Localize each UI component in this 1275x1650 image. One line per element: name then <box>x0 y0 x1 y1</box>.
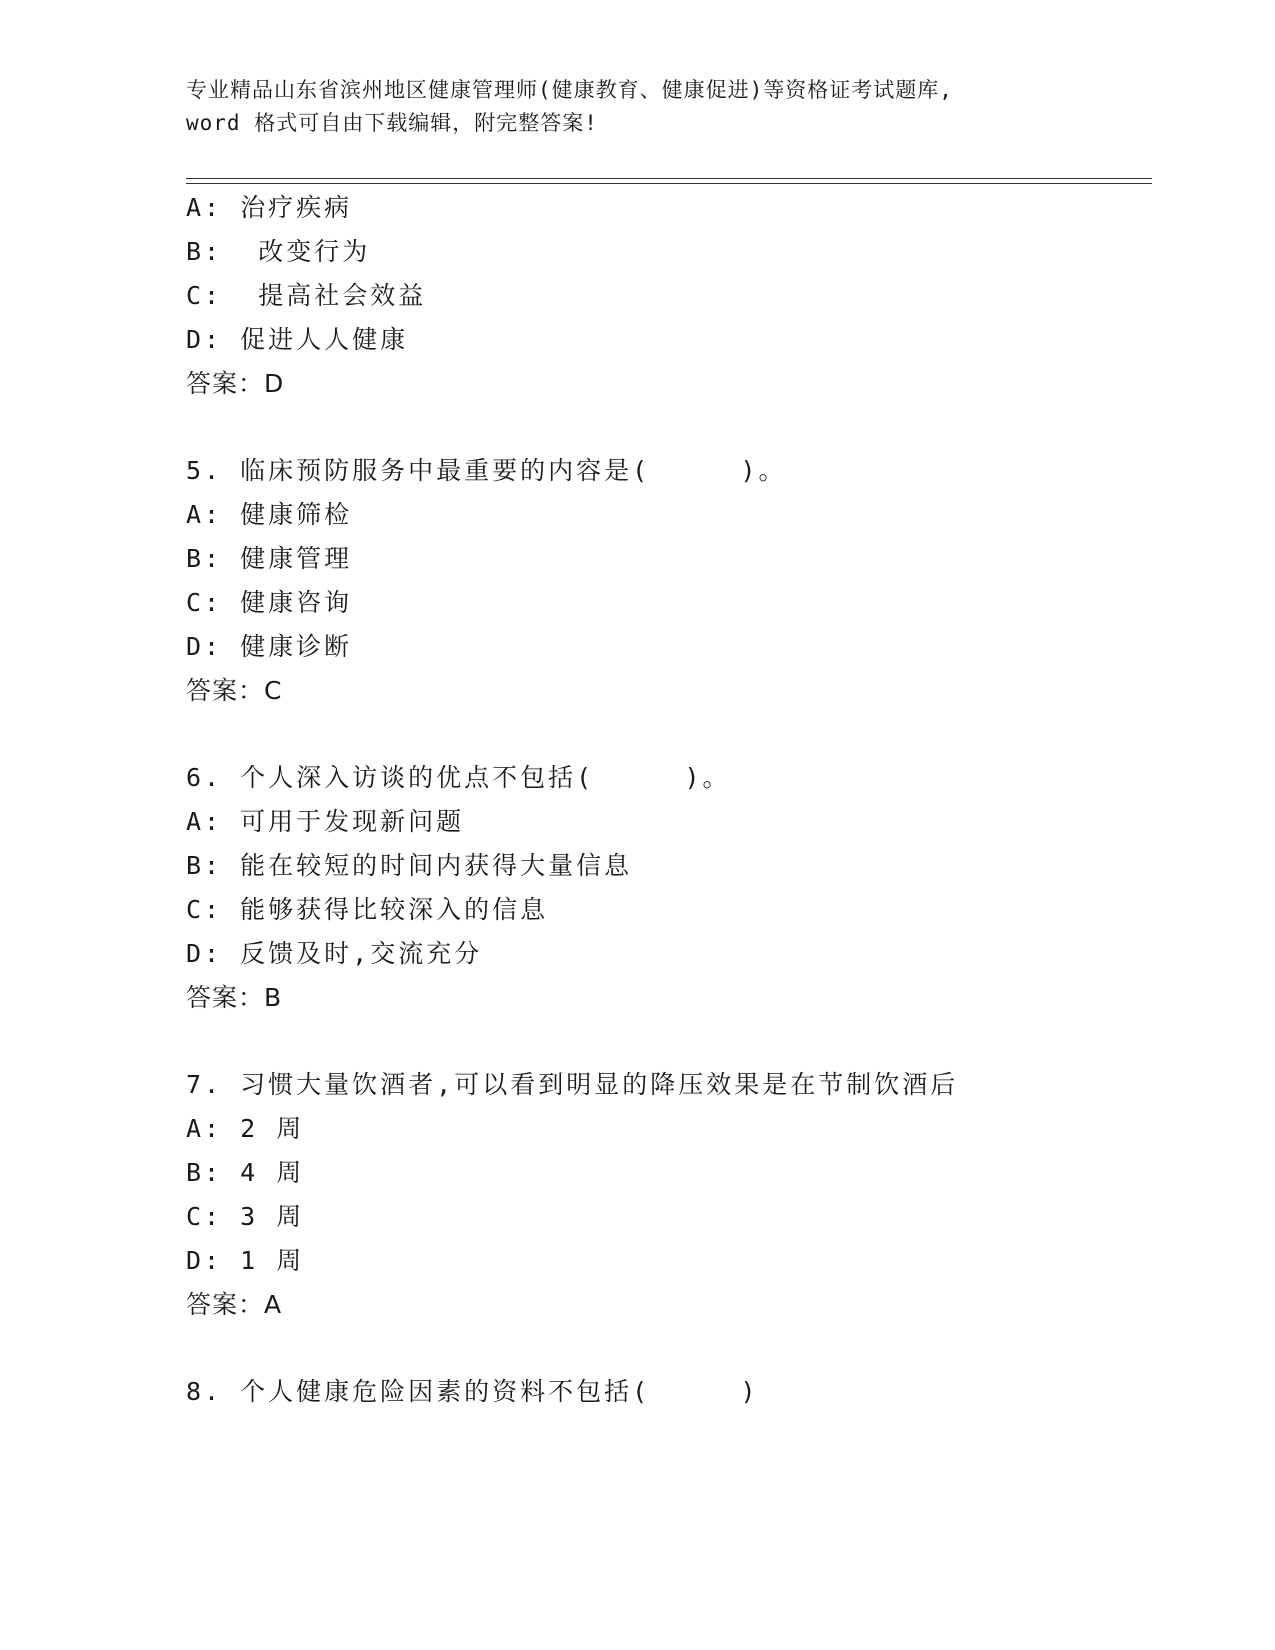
q5-answer: 答案：C <box>186 676 283 705</box>
q5-option-a: A: 健康筛检 <box>186 500 353 529</box>
q5-question: 5. 临床预防服务中最重要的内容是( )。 <box>186 456 787 485</box>
q4-option-d: D: 促进人人健康 <box>186 325 409 354</box>
q7-question: 7. 习惯大量饮酒者,可以看到明显的降压效果是在节制饮酒后 <box>186 1070 959 1099</box>
q6-question: 6. 个人深入访谈的优点不包括( )。 <box>186 763 731 792</box>
q8-question: 8. 个人健康危险因素的资料不包括( ) <box>186 1377 759 1406</box>
q7-option-b: B: 4 周 <box>186 1158 305 1187</box>
q4-option-c: C: 提高社会效益 <box>186 281 427 310</box>
q7-answer: 答案：A <box>186 1290 283 1319</box>
document-header <box>186 74 1166 140</box>
header-line-2: word 格式可自由下载编辑，附完整答案! <box>186 111 598 135</box>
q6-option-c: C: 能够获得比较深入的信息 <box>186 895 549 924</box>
q6-option-d: D: 反馈及时,交流充分 <box>186 939 483 968</box>
q6-option-a: A: 可用于发现新问题 <box>186 807 465 836</box>
header-rule-top <box>186 178 1152 179</box>
q7-option-a: A: 2 周 <box>186 1114 305 1143</box>
q4-option-b: B: 改变行为 <box>186 237 371 266</box>
q7-option-c: C: 3 周 <box>186 1202 305 1231</box>
q4-option-a: A: 治疗疾病 <box>186 193 353 222</box>
q5-option-c: C: 健康咨询 <box>186 588 353 617</box>
q6-answer: 答案：B <box>186 983 283 1012</box>
q7-option-d: D: 1 周 <box>186 1246 305 1275</box>
header-rule-bottom <box>186 183 1152 184</box>
q5-option-d: D: 健康诊断 <box>186 632 353 661</box>
q5-option-b: B: 健康管理 <box>186 544 353 573</box>
q6-option-b: B: 能在较短的时间内获得大量信息 <box>186 851 633 880</box>
q4-answer: 答案：D <box>186 369 285 398</box>
header-line-1: 专业精品山东省滨州地区健康管理师(健康教育、健康促进)等资格证考试题库, <box>186 78 953 102</box>
